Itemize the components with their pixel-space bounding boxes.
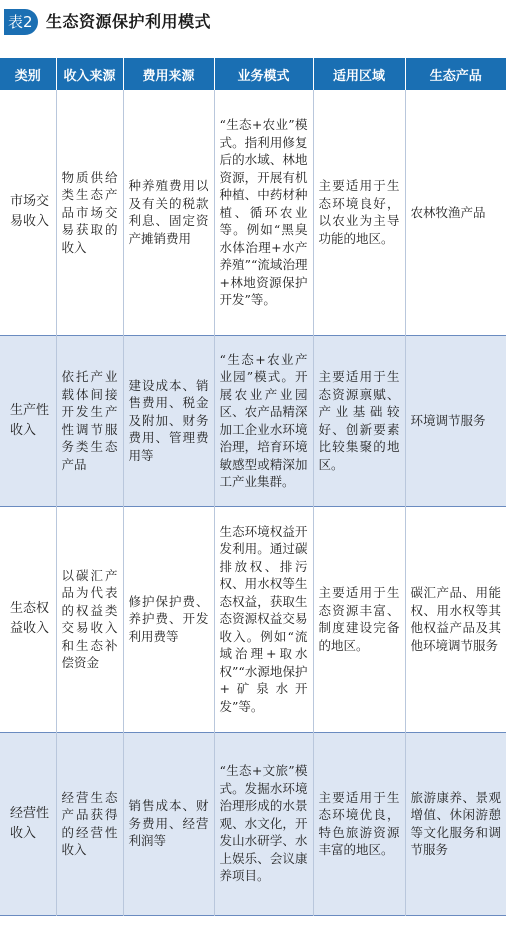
header-product: 生态产品 (405, 58, 506, 90)
header-region: 适用区域 (313, 58, 405, 90)
table-row (0, 90, 506, 335)
cell-income: 依托产业载体间接开发生产性调节服务类生态产品 (56, 335, 123, 506)
cell-cost: 建设成本、销售费用、税金及附加、财务费用、管理费用等 (123, 335, 214, 506)
cell-model: 生态环境权益开发利用。通过碳排放权、排污权、用水权等生态权益，获取生态资源权益交易收入。例如“流域治理+取水权”“水源地保护+矿泉水开发”等。 (214, 506, 313, 732)
cell-income: 经营生态产品获得的经营性收入 (56, 732, 123, 915)
cell-region: 主要适用于生态资源禀赋、产业基础较好、创新要素比较集聚的地区。 (313, 335, 405, 506)
cell-income: 物质供给类生态产品市场交易获取的收入 (56, 90, 123, 335)
cell-category: 生产性收入 (0, 335, 56, 506)
table-row (0, 732, 506, 915)
table-number-badge: 表2 (4, 9, 38, 35)
header-income: 收入来源 (56, 58, 123, 90)
cell-region: 主要适用于生态环境良好，以农业为主导功能的地区。 (313, 90, 405, 335)
cell-region: 主要适用于生态环境优良，特色旅游资源丰富的地区。 (313, 732, 405, 915)
cell-product: 旅游康养、景观增值、休闲游憩等文化服务和调节服务 (405, 732, 506, 915)
ecological-resource-table (0, 58, 506, 916)
table-header-row (0, 58, 506, 90)
cell-product: 环境调节服务 (405, 335, 506, 506)
header-category: 类别 (0, 58, 56, 90)
cell-category: 生态权益收入 (0, 506, 56, 732)
header-model: 业务模式 (214, 58, 313, 90)
table-row (0, 506, 506, 732)
cell-region: 主要适用于生态资源丰富、制度建设完备的地区。 (313, 506, 405, 732)
cell-category: 市场交易收入 (0, 90, 56, 335)
cell-product: 农林牧渔产品 (410, 204, 486, 220)
cell-cost: 种养殖费用以及有关的税款利息、固定资产摊销费用 (123, 90, 214, 335)
cell-income: 以碳汇产品为代表的权益类交易收入和生态补偿资金 (56, 506, 123, 732)
header-cost: 费用来源 (123, 58, 214, 90)
cell-model: “生态+农业”模式。指利用修复后的水域、林地资源，开展有机种植、中药材种植、循环农业等。例如“黑臭水体治理+水产养殖”“流域治理+林地资源保护开发”等。 (214, 90, 313, 335)
cell-cost: 销售成本、财务费用、经营利润等 (123, 732, 214, 915)
title-bar (0, 0, 506, 42)
page-title: 生态资源保护利用模式 (46, 12, 212, 31)
cell-category: 经营性收入 (0, 732, 56, 915)
cell-product: 碳汇产品、用能权、用水权等其他权益产品及其他环境调节服务 (410, 585, 501, 653)
cell-cost: 修护保护费、养护费、开发利用费等 (123, 506, 214, 732)
cell-model: “生态+文旅”模式。发掘水环境治理形成的水景观、水文化，开发山水研学、水上娱乐、会议康养项目。 (214, 732, 313, 915)
table-row (0, 335, 506, 506)
cell-model: “生态+农业产业园”模式。开展农业产业园区、农产品精深加工企业水环境治理，培育环境敏感型或精深加工产业集群。 (214, 335, 313, 506)
